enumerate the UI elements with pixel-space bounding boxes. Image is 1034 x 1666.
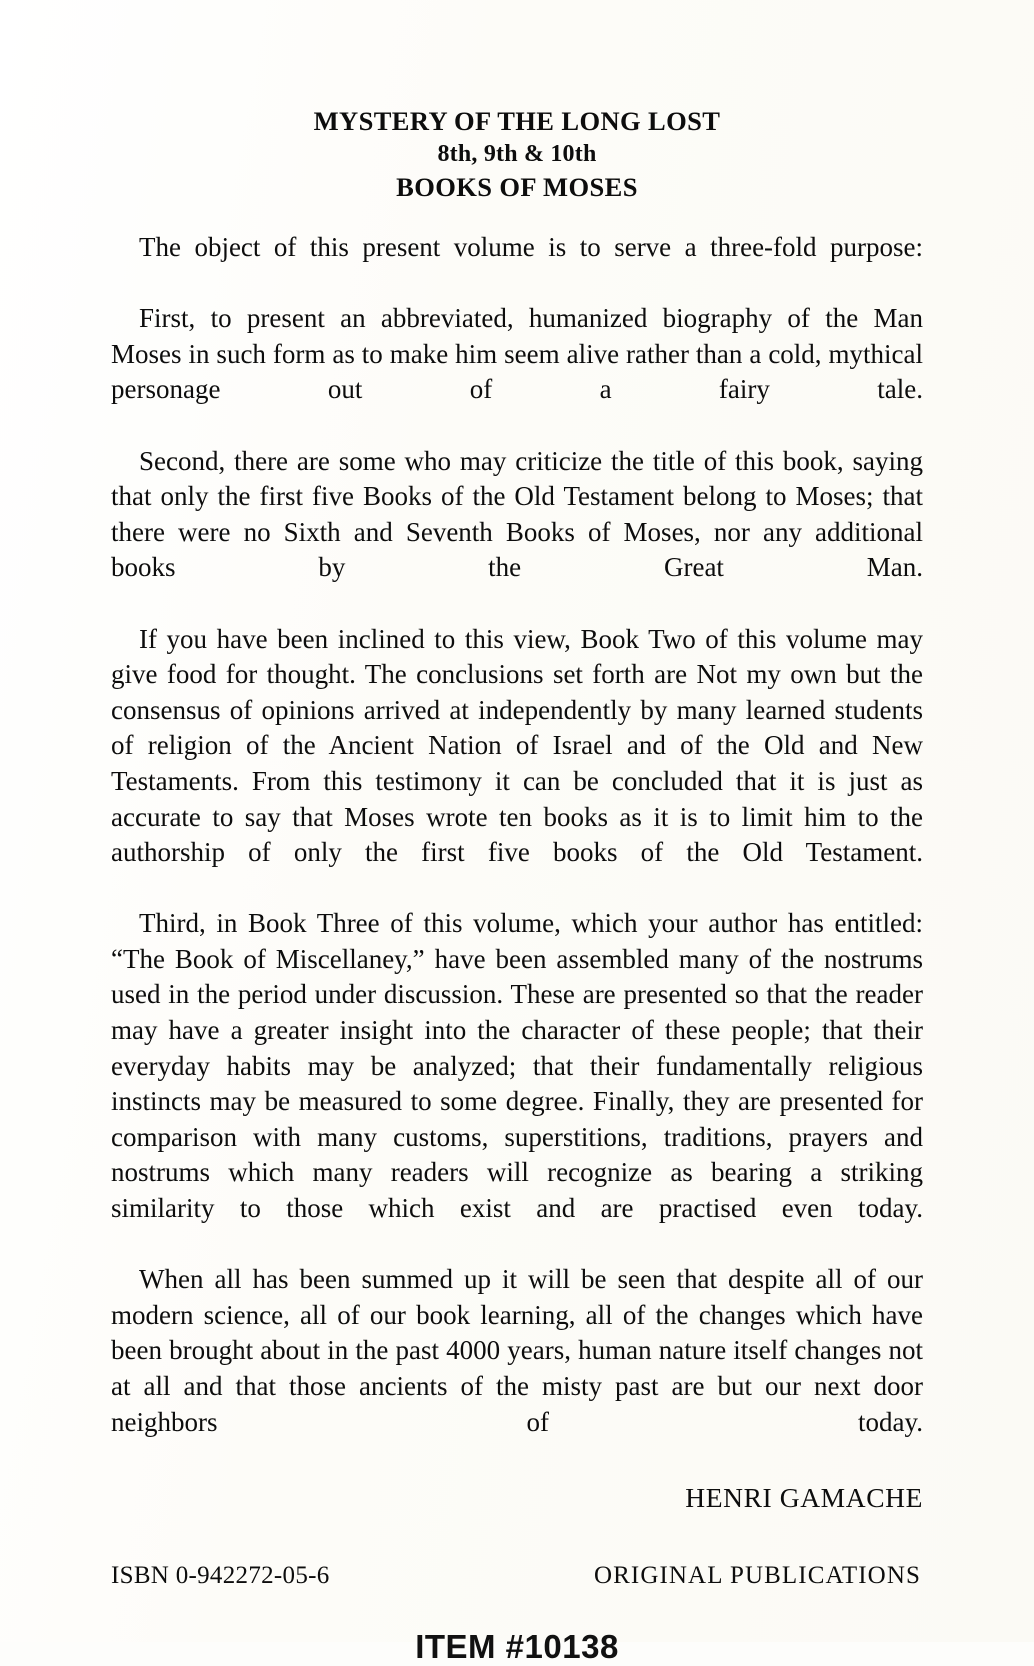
item-number: ITEM #10138: [415, 1627, 619, 1665]
page-title: [0, 104, 1034, 204]
body-copy: [111, 204, 923, 1476]
body-paragraph: When all has been summed up it will be seen that despite all of our modern science, all of our book learning, all of the changes which have been brought about in the past 4000 years, human nature itself changes not at all and that those ancients of the misty past are but our next door neighbors of today.: [111, 1264, 923, 1437]
body-paragraph: Third, in Book Three of this volume, which your author has entitled: “The Book of Miscellaney,” have been assembled many of the nostrums used in the period under discussion. These are presented so that the reader may have a greater insight into the character of these people; that their everyday habits may be analyzed; that their fundamentally religious instincts may be measured to some degree. Finally, they are presented for comparison with many customs, superstitions, traditions, prayers and nostrums which many readers will recognize as bearing a striking similarity to those which exist and are practised even today.: [111, 908, 923, 1224]
body-paragraph: If you have been inclined to this view, Book Two of this volume may give food for thought. The conclusions set forth are Not my own but the consensus of opinions arrived at independently by many learned students of religion of the Ancient Nation of Israel and of the Old and New Testaments. From this testimony it can be concluded that it is just as accurate to say that Moses wrote ten books as it is to limit him to the authorship of only the first five books of the Old Testament.: [111, 623, 923, 868]
title-line-3: BOOKS OF MOSES: [396, 172, 638, 202]
title-line-2: 8th, 9th & 10th: [437, 141, 597, 167]
isbn-text: ISBN 0-942272-05-6: [111, 1561, 330, 1589]
body-paragraph: First, to present an abbreviated, humanized biography of the Man Moses in such form as to make him seem alive rather than a cold, mythical personage out of a fairy tale.: [111, 303, 923, 405]
publisher-name: ORIGINAL PUBLICATIONS: [593, 1561, 921, 1589]
footer: [111, 1562, 923, 1590]
body-paragraph: Second, there are some who may criticize the title of this book, saying that only the first five Books of the Old Testament belong to Moses; that there were no Sixth and Seventh Books of Moses, nor any additional books by the Great Man.: [111, 445, 923, 583]
author-signature: HENRI GAMACHE: [685, 1481, 923, 1513]
title-line-1: MYSTERY OF THE LONG LOST: [313, 106, 721, 136]
body-paragraph: The object of this present volume is to serve a three-fold purpose:: [139, 232, 923, 262]
